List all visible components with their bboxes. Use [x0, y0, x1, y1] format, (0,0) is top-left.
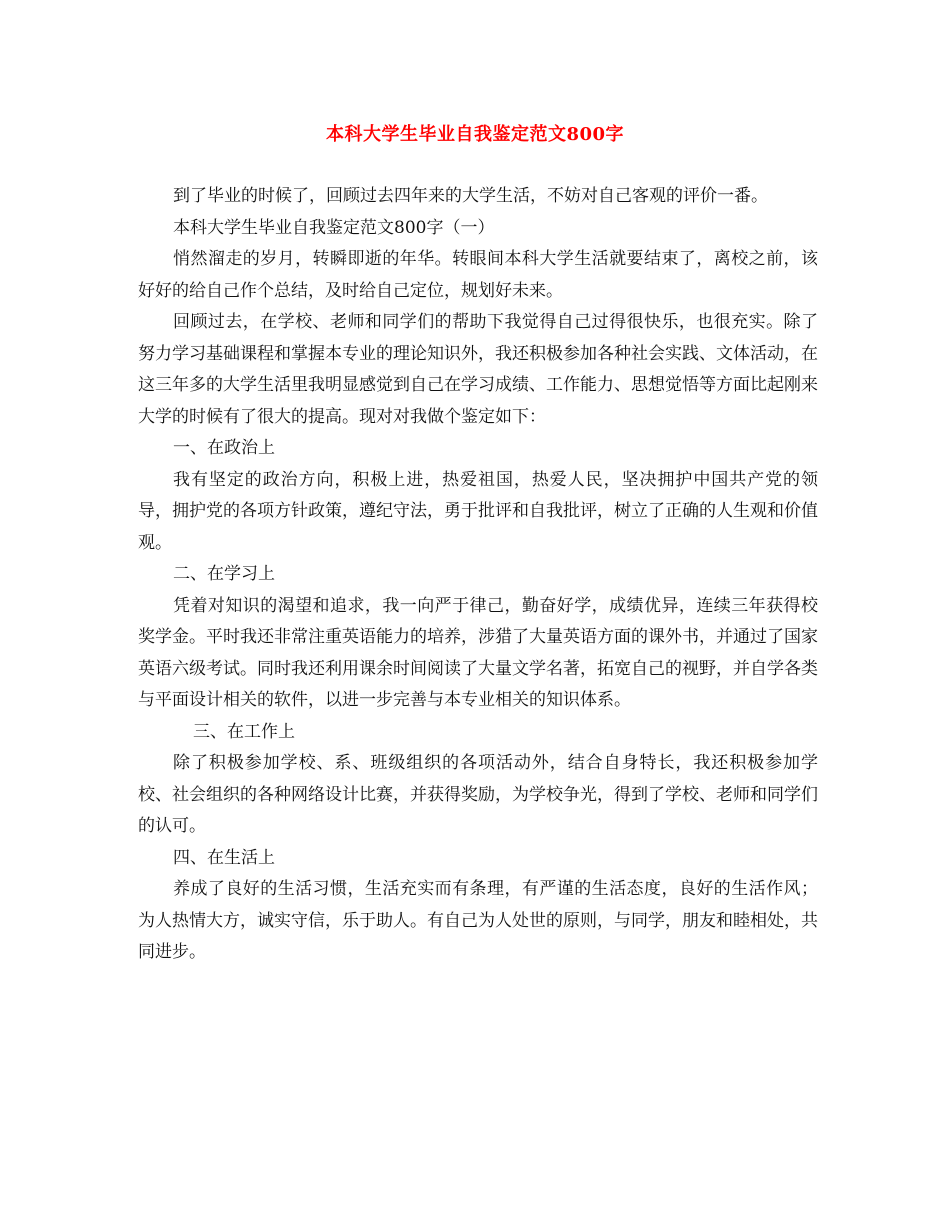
intro-paragraph: 到了毕业的时候了，回顾过去四年来的大学生活，不妨对自己客观的评价一番。 — [173, 186, 768, 206]
section-subtitle: 本科大学生毕业自我鉴定范文800字（一） — [173, 217, 495, 238]
heading-study: 二、在学习上 — [173, 564, 275, 584]
paragraph-review: 回顾过去，在学校、老师和同学们的帮助下我觉得自己过得很快乐，也很充实。除了努力学习基础课程和掌握本专业的理论知识外，我还积极参加各种社会实践、文体活动，在这三年多的大学生活里我明显感觉到自己在学习成绩、工作能力、思想觉悟等方面比起刚来大学的时候有了很大的提高。现对对我做个鉴定如下： — [138, 312, 818, 427]
paragraph-opening: 悄然溜走的岁月，转瞬即逝的年华。转眼间本科大学生活就要结束了，离校之前，该好好的给自己作个总结，及时给自己定位，规划好未来。 — [138, 249, 818, 301]
document-title: 本科大学生毕业自我鉴定范文800字 — [325, 124, 625, 145]
paragraph-life: 养成了良好的生活习惯，生活充实而有条理，有严谨的生活态度，良好的生活作风；为人热情大方，诚实守信，乐于助人。有自己为人处世的原则，与同学，朋友和睦相处，共同进步。 — [138, 879, 818, 962]
heading-politics: 一、在政治上 — [173, 438, 275, 458]
heading-life: 四、在生活上 — [173, 847, 275, 868]
document-body — [138, 181, 818, 969]
paragraph-politics: 我有坚定的政治方向，积极上进，热爱祖国，热爱人民，坚决拥护中国共产党的领导，拥护党的各项方针政策，遵纪守法，勇于批评和自我批评，树立了正确的人生观和价值观。 — [138, 469, 818, 553]
heading-work: 三、在工作上 — [193, 721, 295, 742]
paragraph-study: 凭着对知识的渴望和追求，我一向严于律己，勤奋好学，成绩优异，连续三年获得校奖学金。平时我还非常注重英语能力的培养，涉猎了大量英语方面的课外书，并通过了国家英语六级考试。同时我还利用课余时间阅读了大量文学名著，拓宽自己的视野，并自学各类与平面设计相关的软件，以进一步完善与本专业相关的知识体系。 — [138, 595, 818, 710]
paragraph-work: 除了积极参加学校、系、班级组织的各项活动外，结合自身特长，我还积极参加学校、社会组织的各种网络设计比赛，并获得奖励，为学校争光，得到了学校、老师和同学们的认可。 — [138, 753, 818, 836]
